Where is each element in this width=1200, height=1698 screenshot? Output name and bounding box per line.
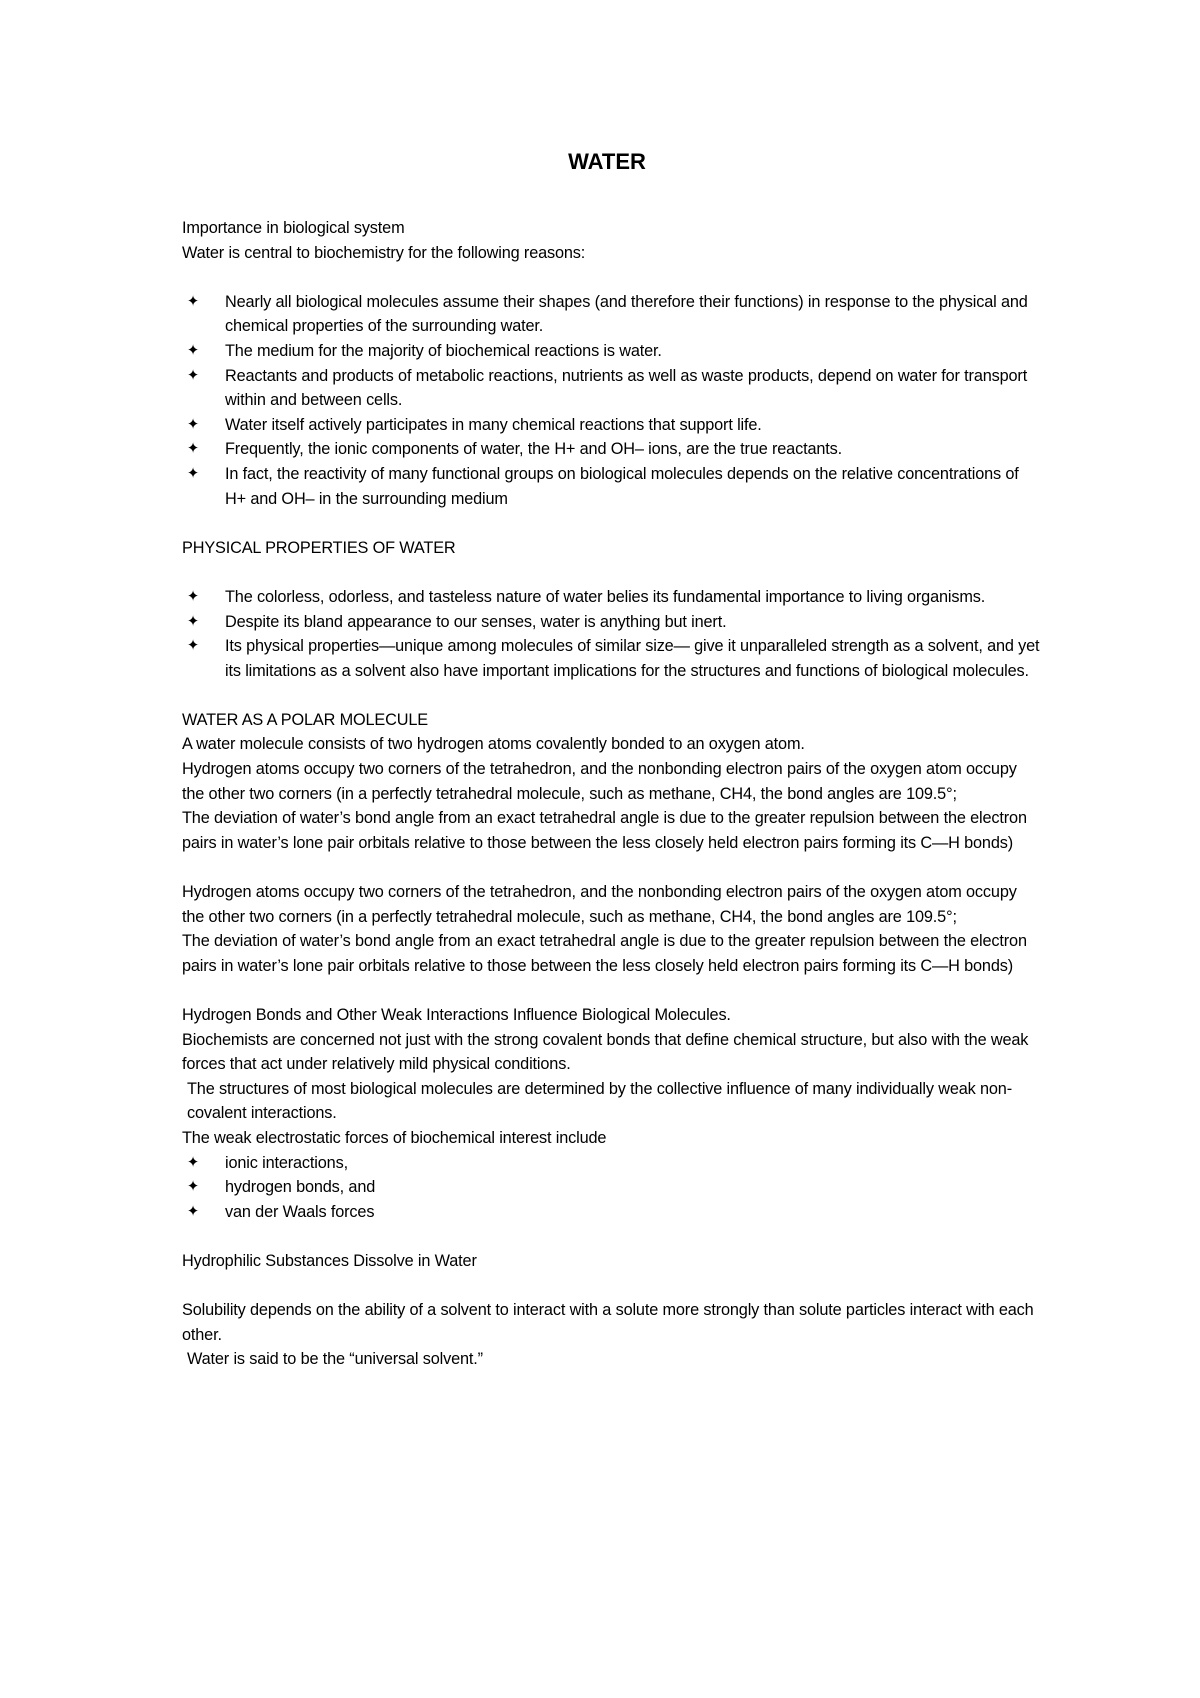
paragraph: The deviation of water’s bond angle from an exact tetrahedral angle is due to the greater repulsion between the electron pairs in water’s lone pair orbitals relative to those between the less closely held electron pairs forming its C—H bonds) — [182, 932, 1027, 975]
section-heading-hydrophilic: Hydrophilic Substances Dissolve in Water — [182, 1251, 477, 1270]
star-bullet-icon: ✦ — [186, 464, 200, 482]
paragraph: Water is said to be the “universal solvent.” — [187, 1350, 483, 1369]
intro-lead: Water is central to biochemistry for the following reasons: — [182, 243, 586, 262]
star-bullet-icon: ✦ — [186, 637, 200, 655]
star-bullet-icon: ✦ — [186, 612, 200, 630]
list-item: ✦ Frequently, the ionic components of water, the H+ and OH– ions, are the true reactants. — [182, 437, 1042, 462]
list-item: ✦ van der Waals forces — [182, 1200, 1042, 1225]
section-heading-importance: Importance in biological system — [182, 219, 405, 237]
list-item: ✦ Water itself actively participates in many chemical reactions that support life. — [182, 413, 1042, 438]
paragraph: The structures of most biological molecules are determined by the collective influence of many individually weak non-covalent interactions. — [187, 1079, 1012, 1123]
physical-bullet-list — [182, 585, 1042, 683]
star-bullet-icon: ✦ — [186, 292, 200, 310]
paragraph: Hydrogen atoms occupy two corners of the tetrahedron, and the nonbonding electron pairs of the oxygen atom occupy the other two corners (in a perfectly tetrahedral molecule, such as methane, CH4, the bond angles are 109.5°; — [182, 760, 1017, 803]
list-item: ✦ In fact, the reactivity of many functional groups on biological molecules depends on the relative concentrations of H+ and OH– in the surrounding medium — [182, 462, 1042, 511]
weak-forces-bullet-list — [182, 1151, 1042, 1225]
star-bullet-icon: ✦ — [186, 366, 200, 384]
list-item: ✦ Despite its bland appearance to our senses, water is anything but inert. — [182, 610, 1042, 635]
paragraph: The weak electrostatic forces of biochemical interest include — [182, 1128, 607, 1147]
paragraph: Biochemists are concerned not just with the strong covalent bonds that define chemical structure, but also with the weak forces that act under relatively mild physical conditions. — [182, 1030, 1029, 1074]
list-item: ✦ The medium for the majority of biochemical reactions is water. — [182, 339, 1042, 364]
paragraph: Hydrogen atoms occupy two corners of the tetrahedron, and the nonbonding electron pairs of the oxygen atom occupy the other two corners (in a perfectly tetrahedral molecule, such as methane, CH4, the bond angles are 109.5°; — [182, 883, 1017, 926]
document-title: WATER — [568, 149, 646, 174]
star-bullet-icon: ✦ — [186, 587, 200, 605]
paragraph: The deviation of water’s bond angle from an exact tetrahedral angle is due to the greater repulsion between the electron pairs in water’s lone pair orbitals relative to those between the less closely held electron pairs forming its C—H bonds) — [182, 809, 1027, 852]
star-bullet-icon: ✦ — [186, 1202, 200, 1220]
star-bullet-icon: ✦ — [186, 1153, 200, 1171]
section-heading-polar-molecule: WATER AS A POLAR MOLECULE — [182, 710, 428, 729]
importance-bullet-list — [182, 290, 1042, 511]
star-bullet-icon: ✦ — [186, 1178, 200, 1196]
section-heading-hydrogen-bonds: Hydrogen Bonds and Other Weak Interactions Influence Biological Molecules. — [182, 1006, 731, 1024]
list-item: ✦ Its physical properties—unique among molecules of similar size— give it unparalleled strength as a solvent, and yet its limitations as a solvent also have important implications for the structures and functions of biological molecules. — [182, 634, 1042, 683]
paragraph: A water molecule consists of two hydrogen atoms covalently bonded to an oxygen atom. — [182, 735, 805, 754]
paragraph: Solubility depends on the ability of a solvent to interact with a solute more strongly than solute particles interact with each other. — [182, 1301, 1034, 1344]
list-item: ✦ hydrogen bonds, and — [182, 1175, 1042, 1200]
list-item: ✦ ionic interactions, — [182, 1151, 1042, 1176]
section-heading-physical-properties: PHYSICAL PROPERTIES OF WATER — [182, 538, 456, 557]
list-item: ✦ The colorless, odorless, and tasteless nature of water belies its fundamental importance to living organisms. — [182, 585, 1042, 610]
document-body — [182, 216, 1042, 1372]
star-bullet-icon: ✦ — [186, 415, 200, 433]
list-item: ✦ Nearly all biological molecules assume their shapes (and therefore their functions) in response to the physical and chemical properties of the surrounding water. — [182, 290, 1042, 339]
list-item: ✦ Reactants and products of metabolic reactions, nutrients as well as waste products, depend on water for transport within and between cells. — [182, 364, 1042, 413]
star-bullet-icon: ✦ — [186, 341, 200, 359]
star-bullet-icon: ✦ — [186, 440, 200, 458]
